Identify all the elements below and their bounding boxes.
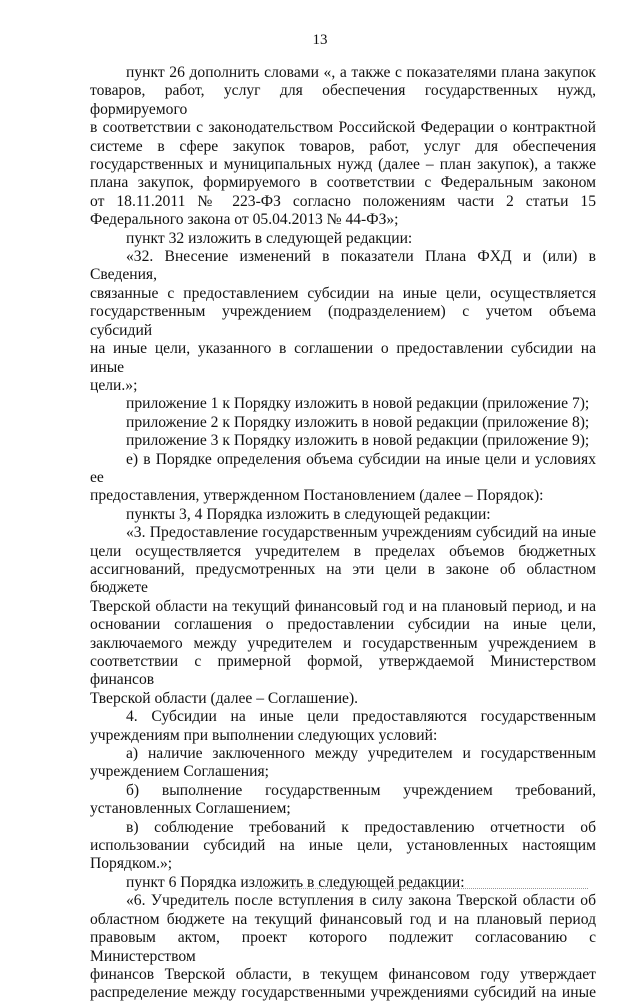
text-line: соответствии с примерной формой, утверждаемой Министерством финансов <box>90 653 596 689</box>
text-line: приложение 2 к Порядку изложить в новой редакции (приложение 8); <box>126 413 590 431</box>
text-line: пункт 6 Порядка изложить в следующей редакции: <box>126 873 465 891</box>
text-line: Федерального закона от 05.04.2013 № 44-ФЗ»; <box>90 211 399 229</box>
text-line: правовым актом, проект которого подлежит согласованию с Министерством <box>90 929 596 965</box>
text-line: приложение 3 к Порядку изложить в новой редакции (приложение 9); <box>126 432 590 450</box>
text-line: областном бюджете на текущий финансовый год и на плановый период <box>90 910 596 928</box>
document-body <box>90 64 596 1003</box>
text-line: учреждениям при выполнении следующих условий: <box>90 726 438 744</box>
text-line: связанные с предоставлением субсидии на иные цели, осуществляется <box>90 284 596 302</box>
text-line: «32. Внесение изменений в показатели Плана ФХД и (или) в Сведения, <box>90 248 596 284</box>
text-line: Тверской области (далее – Соглашение). <box>90 689 359 707</box>
text-line: пункт 26 дополнить словами «, а также с показателями плана закупок <box>126 64 596 81</box>
text-line: 4. Субсидии на иные цели предоставляются государственным <box>126 708 596 726</box>
text-line: «6. Учредитель после вступления в силу закона Тверской области об <box>126 892 596 910</box>
text-line: Тверской области на текущий финансовый год и на плановый период, и на <box>90 597 596 615</box>
text-line: а) наличие заключенного между учредителем и государственным <box>126 745 596 763</box>
text-line: цели.»; <box>90 376 138 394</box>
text-line: пункт 32 изложить в следующей редакции: <box>126 229 413 247</box>
text-line: заключаемого между учредителем и государственным учреждением в <box>90 634 596 652</box>
bottom-dotted-rule <box>258 888 588 889</box>
text-line: товаров, работ, услуг для обеспечения государственных нужд, формируемого <box>90 82 596 118</box>
text-line: использовании субсидий на иные цели, установленных настоящим <box>90 837 596 855</box>
text-line: системе в сфере закупок товаров, работ, услуг для обеспечения <box>90 137 596 155</box>
text-line: б) выполнение государственным учреждением требований, <box>126 781 596 799</box>
text-line: государственным учреждением (подразделением) с учетом объема субсидий <box>90 303 596 339</box>
text-line: предоставления, утвержденном Постановлением (далее – Порядок): <box>90 487 544 505</box>
text-line: е) в Порядке определения объема субсидии на иные цели и условиях ее <box>90 450 596 486</box>
text-line: Порядком.»; <box>90 855 173 873</box>
text-line: основании соглашения о предоставлении субсидии на иные цели, <box>90 616 596 634</box>
text-line: финансов Тверской области, в текущем финансовом году утверждает <box>90 965 596 983</box>
text-line: «3. Предоставление государственным учреждениям субсидий на иные <box>126 524 596 542</box>
text-line: установленных Соглашением; <box>90 800 291 818</box>
text-line: на иные цели, указанного в соглашении о предоставлении субсидии на иные <box>90 340 596 376</box>
text-line: пункты 3, 4 Порядка изложить в следующей редакции: <box>126 505 491 523</box>
text-line: распределение между государственными учреждениями субсидий на иные <box>90 984 596 1002</box>
text-line: приложение 1 к Порядку изложить в новой редакции (приложение 7); <box>126 395 590 413</box>
text-line: от 18.11.2011 № 223-ФЗ согласно положениям части 2 статьи 15 <box>90 192 596 210</box>
text-line: в соответствии с законодательством Российской Федерации о контрактной <box>90 119 596 137</box>
text-line: цели осуществляется учредителем в пределах объемов бюджетных <box>90 542 596 560</box>
text-line: государственных и муниципальных нужд (далее – план закупок), а также <box>90 156 596 174</box>
text-line: ассигнований, предусмотренных на эти цели в законе об областном бюджете <box>90 560 596 597</box>
text-line: в) соблюдение требований к предоставлению отчетности об <box>126 818 596 836</box>
text-line: учреждением Соглашения; <box>90 763 269 781</box>
text-line: плана закупок, формируемого в соответствии с Федеральным законом <box>90 174 596 192</box>
page-number: 13 <box>312 32 328 48</box>
